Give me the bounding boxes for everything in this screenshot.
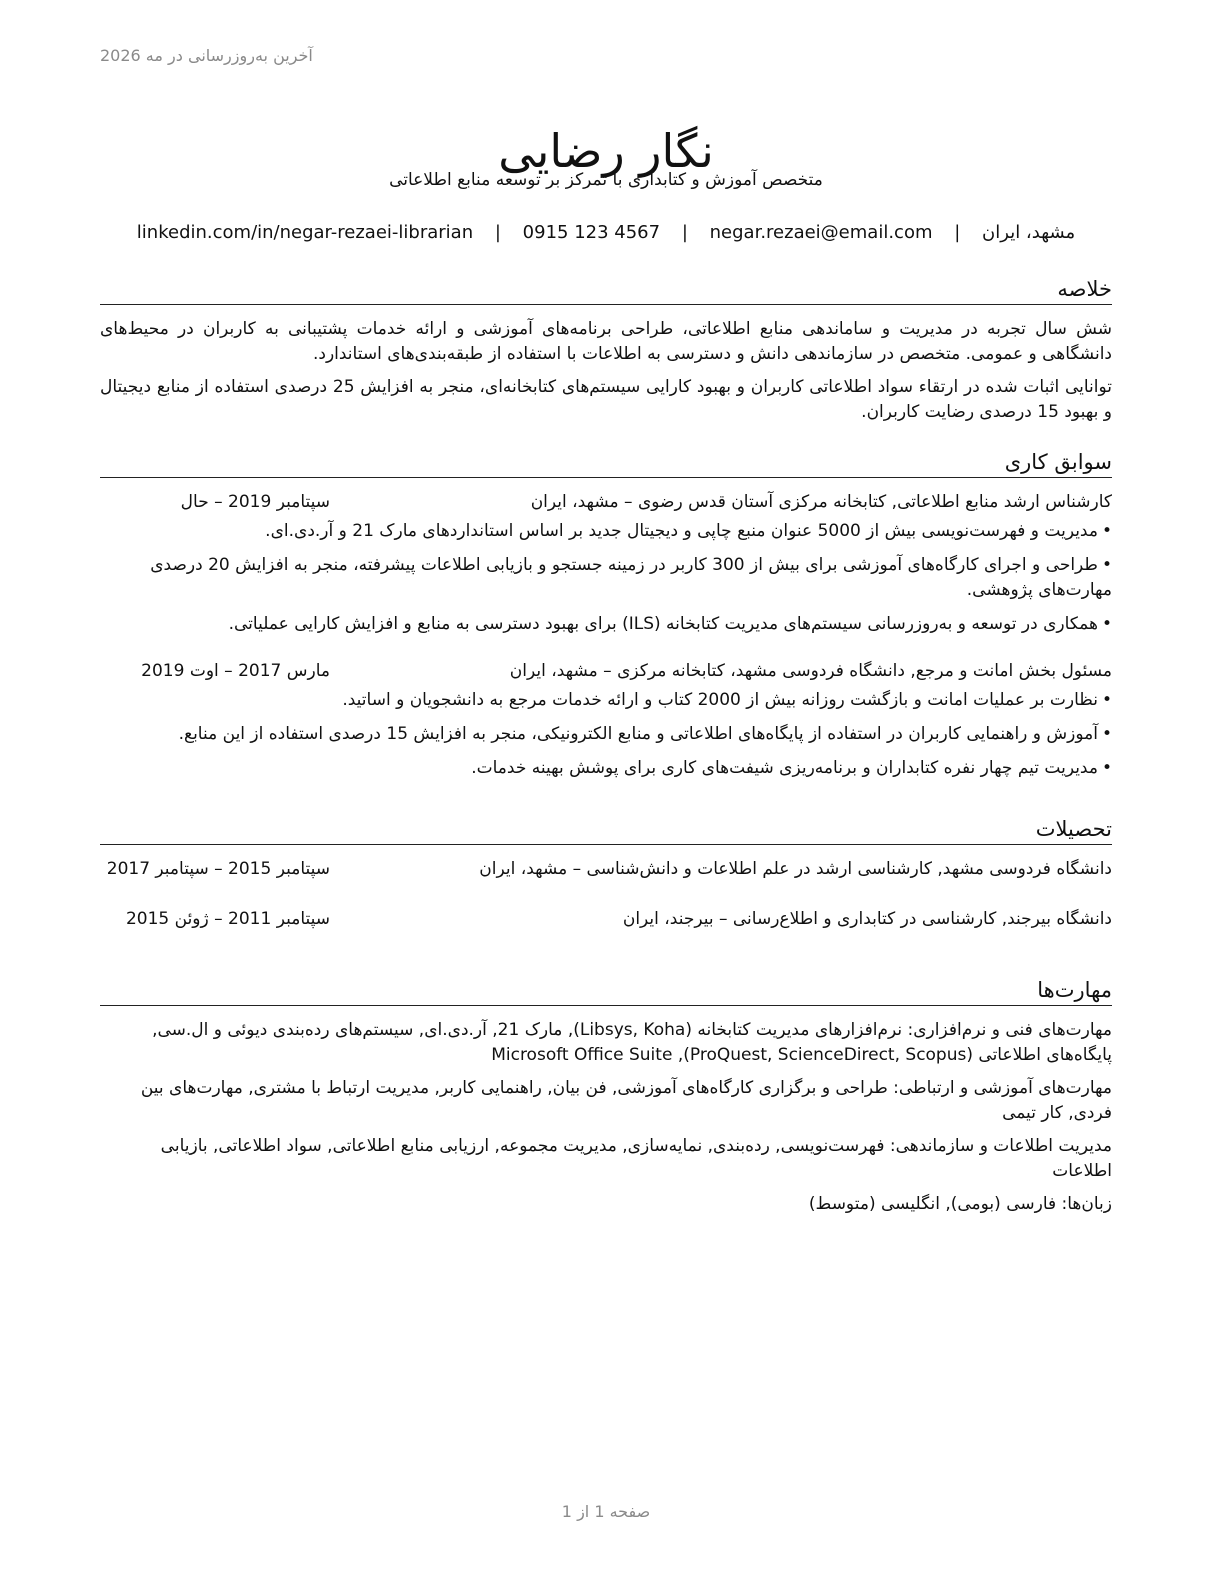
contact-separator: | — [681, 222, 688, 243]
job-date: مارس 2017 – اوت 2019 — [141, 661, 330, 681]
summary-heading: خلاصه — [100, 275, 1112, 305]
job-bullet: •مدیریت تیم چهار نفره کتابداران و برنامه‌ریزی شیفت‌های کاری برای پوشش بهینه خدمات. — [471, 758, 1112, 778]
skill-line: مهارت‌های فنی و نرم‌افزاری: نرم‌افزارهای مدیریت کتابخانه (Libsys, Koha), مارک 21, آر.دی.ای, سیستم‌های رده‌بندی دیوئی و ال.سی, پایگاه‌های اطلاعاتی (ProQuest, ScienceDirect, Scopus), Microsoft Office Suite — [152, 1020, 1112, 1065]
skill-line: مدیریت اطلاعات و سازماندهی: فهرست‌نویسی, رده‌بندی, نمایه‌سازی, مدیریت مجموعه, ارزیابی منابع اطلاعاتی, سواد اطلاعاتی, بازیابی اطلاعات — [160, 1136, 1112, 1181]
job-bullets — [100, 688, 1112, 781]
resume-name: نگار رضایی — [498, 123, 714, 178]
experience-section — [100, 448, 1112, 790]
contact-linkedin[interactable]: linkedin.com/in/negar-rezaei-librarian — [136, 222, 474, 243]
job-bullets — [100, 519, 1112, 637]
education-school: دانشگاه فردوسی مشهد, کارشناسی ارشد در علم اطلاعات و دانش‌شناسی – مشهد، ایران — [479, 859, 1112, 879]
education-section — [100, 815, 1112, 932]
summary-paragraph: توانایی اثبات شده در ارتقاء سواد اطلاعاتی کاربران و بهبود کارایی سیستم‌های کتابخانه‌ای، منجر به افزایش 25 درصدی استفاده از منابع دیجیتال و بهبود 15 درصدی رضایت کاربران. — [100, 377, 1112, 422]
job-bullet: •همکاری در توسعه و به‌روزرسانی سیستم‌های مدیریت کتابخانه (ILS) برای بهبود دسترسی به منابع و افزایش کارایی عملیاتی. — [228, 614, 1112, 634]
contact-email[interactable]: negar.rezaei@email.com — [709, 222, 933, 243]
education-entry — [100, 907, 1112, 932]
contact-separator: | — [954, 222, 961, 243]
contact-separator: | — [494, 222, 501, 243]
job-bullet: •نظارت بر عملیات امانت و بازگشت روزانه بیش از 2000 کتاب و ارائه خدمات مرجع به دانشجویان و اساتید. — [342, 690, 1112, 710]
education-entry — [100, 857, 1112, 882]
last-updated-note: آخرین به‌روزرسانی در مه 2026 — [100, 46, 313, 65]
contact-phone: 0915 123 4567 — [522, 222, 661, 243]
job-date: سپتامبر 2019 – حال — [180, 492, 330, 512]
summary-paragraph: شش سال تجربه در مدیریت و ساماندهی منابع اطلاعاتی، طراحی برنامه‌های آموزشی و ارائه خدمات پشتیبانی به کاربران در محیط‌های دانشگاهی و عمومی. متخصص در سازماندهی دانش و دسترسی به اطلاعات با استفاده از طبقه‌بندی‌های استاندارد. — [100, 319, 1112, 364]
contact-location: مشهد، ایران — [982, 222, 1076, 243]
job-bullet: •طراحی و اجرای کارگاه‌های آموزشی برای بیش از 300 کاربر در زمینه جستجو و بازیابی اطلاعات پیشرفته، منجر به افزایش 20 درصدی مهارت‌های پژوهشی. — [150, 555, 1112, 600]
job-entry — [100, 490, 1112, 637]
skill-line: زبان‌ها: فارسی (بومی), انگلیسی (متوسط) — [808, 1194, 1112, 1214]
page-number: صفحه 1 از 1 — [561, 1502, 651, 1521]
contact-line — [100, 222, 1112, 243]
resume-page — [100, 0, 1112, 1584]
education-date: سپتامبر 2011 – ژوئن 2015 — [125, 909, 330, 929]
education-school: دانشگاه بیرجند, کارشناسی در کتابداری و اطلاع‌رسانی – بیرجند، ایران — [622, 909, 1112, 929]
education-date: سپتامبر 2015 – سپتامبر 2017 — [106, 859, 330, 879]
summary-section — [100, 275, 1112, 433]
experience-heading: سوابق کاری — [100, 448, 1112, 478]
skills-section — [100, 976, 1112, 1225]
job-bullet: •مدیریت و فهرست‌نویسی بیش از 5000 عنوان منبع چاپی و دیجیتال جدید بر اساس استانداردهای مارک 21 و آر.دی.ای. — [265, 521, 1112, 541]
job-role: کارشناس ارشد منابع اطلاعاتی, کتابخانه مرکزی آستان قدس رضوی – مشهد، ایران — [530, 492, 1112, 512]
job-bullet: •آموزش و راهنمایی کاربران در استفاده از پایگاه‌های اطلاعاتی و منابع الکترونیکی، منجر به افزایش 15 درصدی استفاده از این منابع. — [178, 724, 1112, 744]
job-entry — [100, 659, 1112, 781]
skill-line: مهارت‌های آموزشی و ارتباطی: طراحی و برگزاری کارگاه‌های آموزشی, فن بیان, راهنمایی کاربر, مدیریت ارتباط با مشتری, مهارت‌های بین فردی, کار تیمی — [140, 1078, 1112, 1123]
skills-heading: مهارت‌ها — [100, 976, 1112, 1006]
job-role: مسئول بخش امانت و مرجع, دانشگاه فردوسی مشهد، کتابخانه مرکزی – مشهد، ایران — [509, 661, 1112, 681]
resume-title: متخصص آموزش و کتابداری با تمرکز بر توسعه منابع اطلاعاتی — [389, 170, 823, 190]
education-heading: تحصیلات — [100, 815, 1112, 845]
